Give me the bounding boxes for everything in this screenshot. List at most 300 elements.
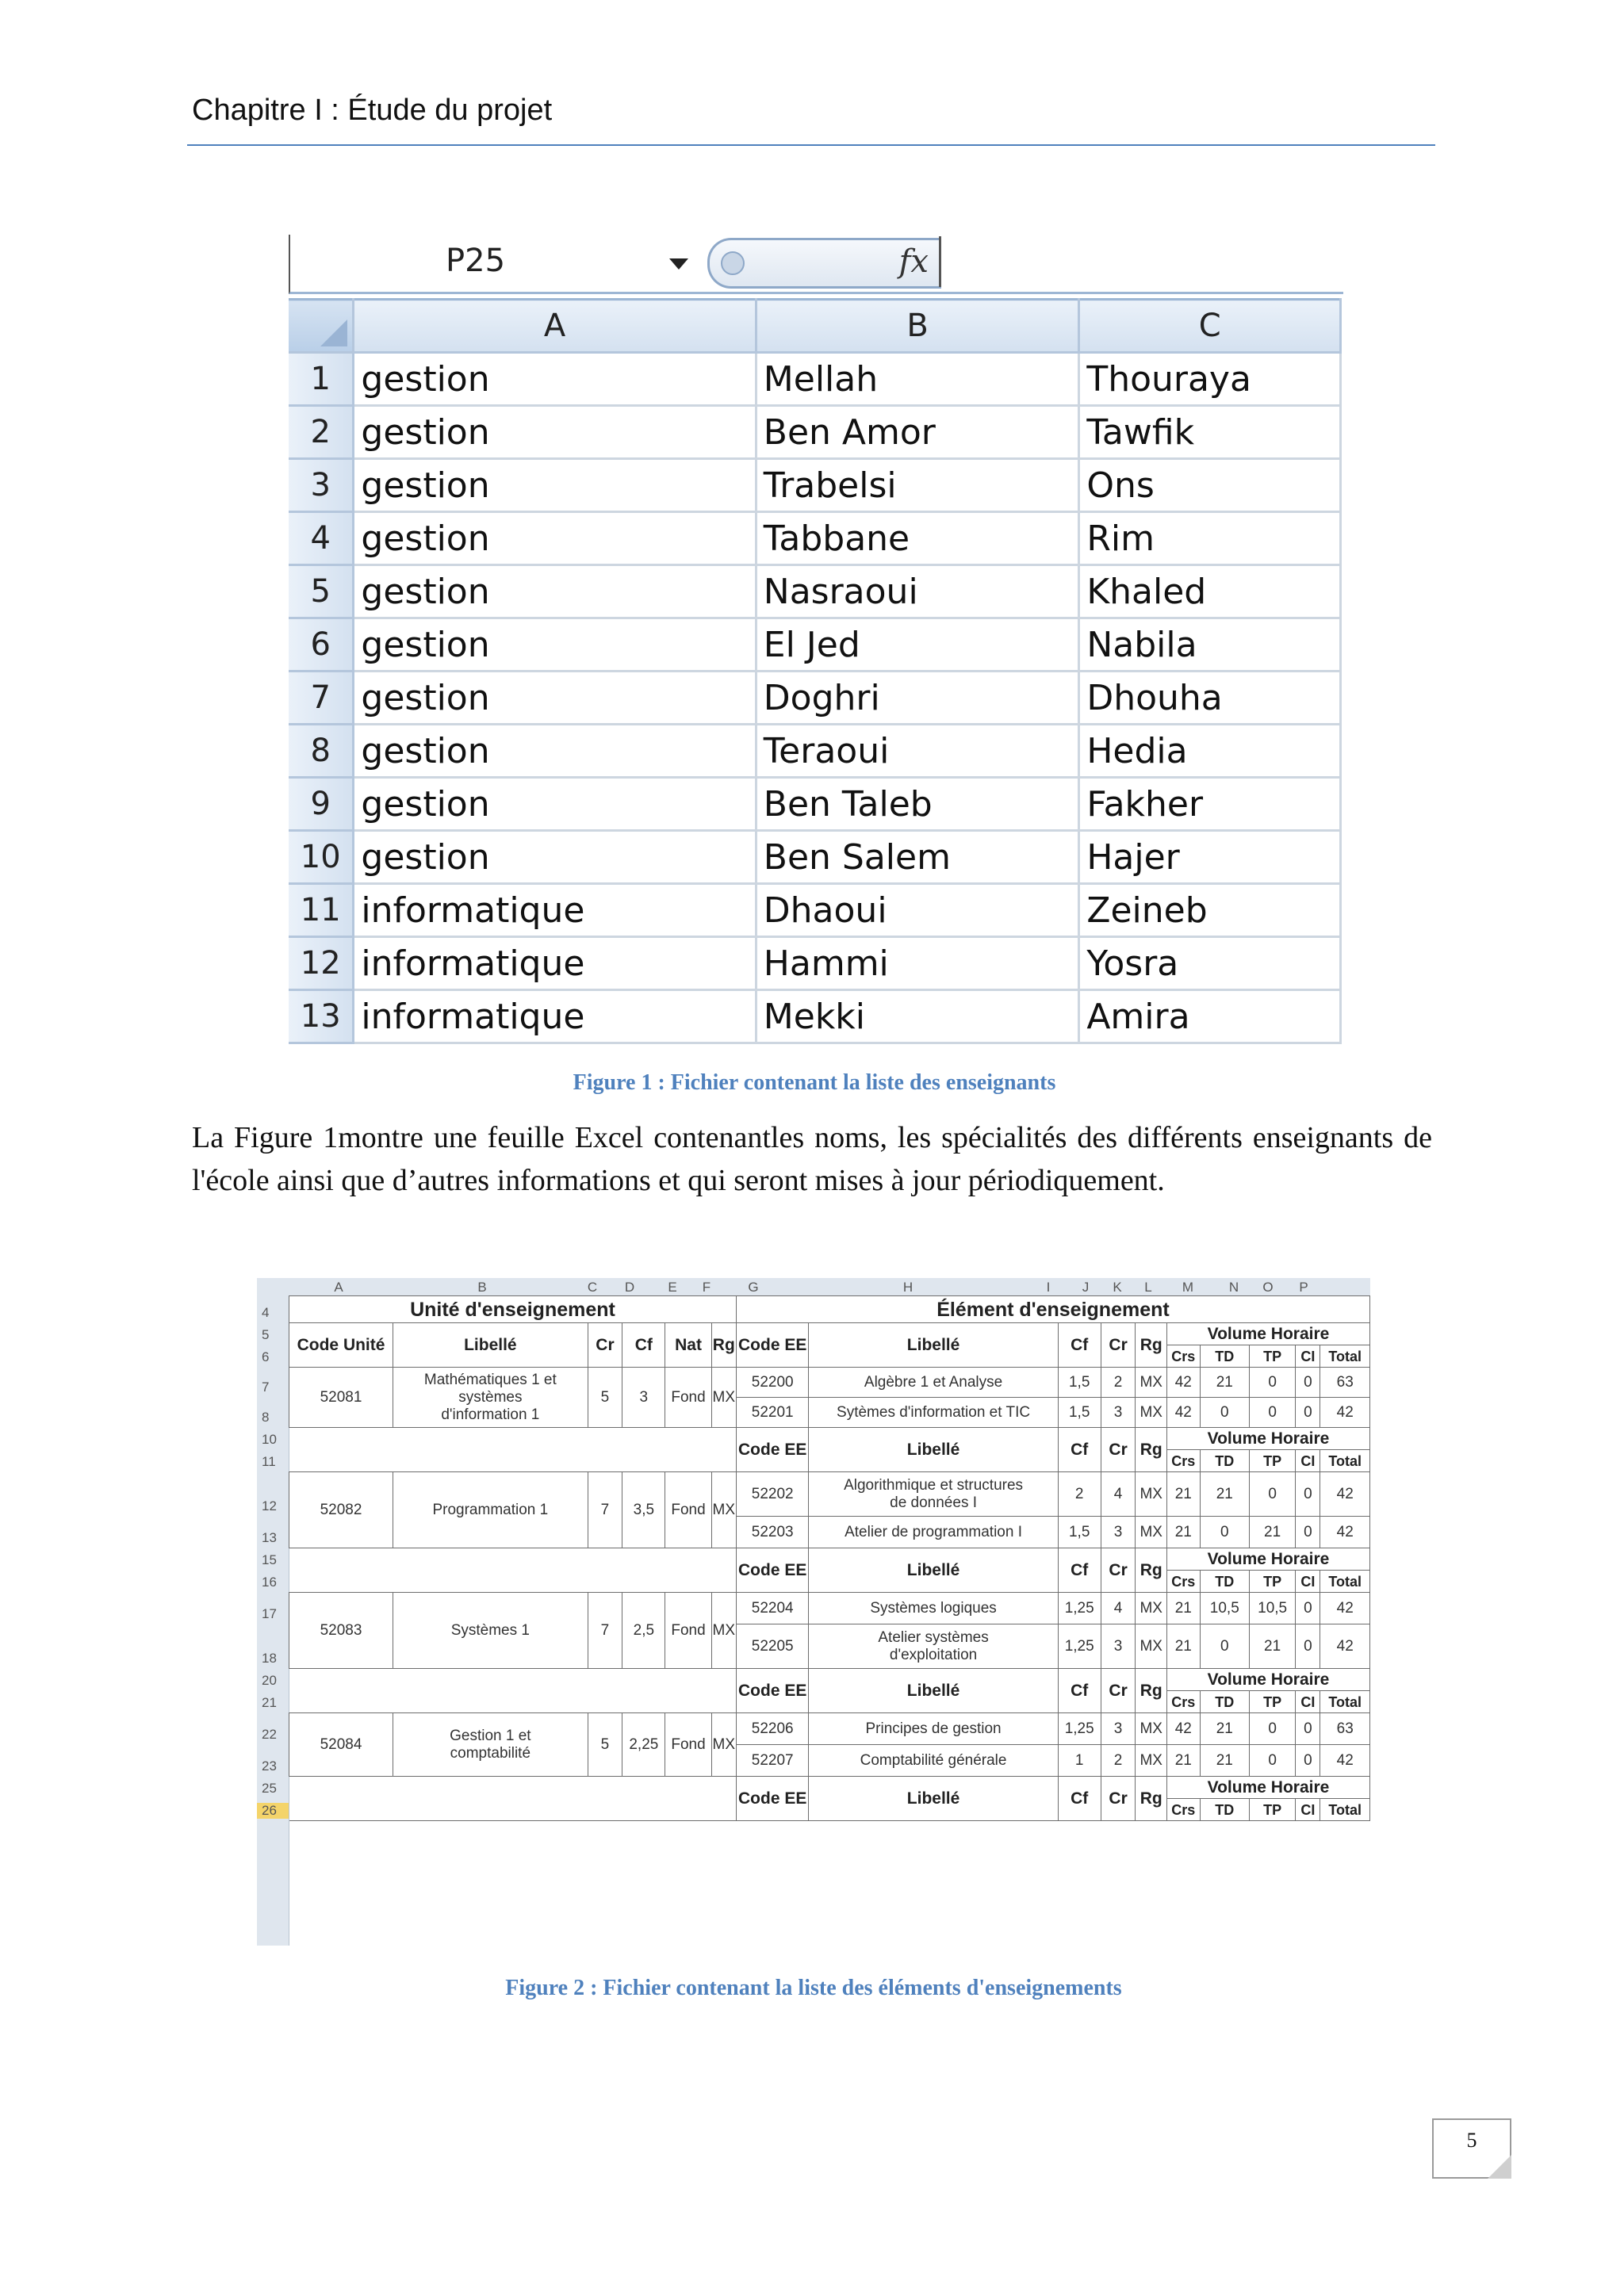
element-cr[interactable]: 2 [1101, 1368, 1136, 1398]
header-td: TD [1200, 1571, 1249, 1593]
unit-rg[interactable]: MX [711, 1368, 736, 1428]
cell-nom[interactable]: El Jed [756, 618, 1079, 672]
header-libelle: Libellé [809, 1669, 1058, 1713]
row-number[interactable]: 26 [257, 1803, 289, 1819]
header-tp: TP [1250, 1571, 1296, 1593]
column-letter[interactable]: H [902, 1280, 914, 1295]
row-number[interactable]: 5 [262, 1327, 270, 1342]
course-table [289, 1295, 1370, 1821]
unit-cr[interactable]: 5 [588, 1713, 622, 1777]
header-cr: Cr [1101, 1548, 1136, 1593]
header-libelle: Libellé [809, 1428, 1058, 1472]
row-header[interactable]: 13 [289, 990, 354, 1043]
row-number[interactable]: 15 [262, 1552, 277, 1567]
element-ci[interactable]: 0 [1296, 1368, 1320, 1398]
row-number[interactable]: 21 [262, 1695, 277, 1710]
element-ci[interactable]: 0 [1296, 1472, 1320, 1517]
unit-cf[interactable]: 2,25 [622, 1713, 665, 1777]
cell-nom[interactable]: Ben Salem [756, 831, 1079, 884]
formula-bar [289, 235, 1343, 294]
column-header-c[interactable]: C [1079, 300, 1341, 353]
header-tp: TP [1250, 1345, 1296, 1368]
header-code-ee: Code EE [736, 1777, 809, 1821]
row-header[interactable]: 12 [289, 937, 354, 990]
sheet-row [289, 990, 1341, 1043]
header-cf: Cf [1058, 1548, 1101, 1593]
column-header-row [289, 1777, 1370, 1799]
element-td[interactable]: 10,5 [1200, 1593, 1249, 1624]
header-volume-horaire: Volume Horaire [1166, 1669, 1369, 1691]
header-code-ee: Code EE [736, 1548, 809, 1593]
element-tp[interactable]: 0 [1250, 1472, 1296, 1517]
header-code-unite: Code Unité [289, 1323, 393, 1368]
element-total[interactable]: 42 [1320, 1624, 1370, 1669]
row-number[interactable]: 7 [262, 1380, 270, 1395]
element-ci[interactable]: 0 [1296, 1593, 1320, 1624]
element-crs[interactable]: 42 [1166, 1368, 1200, 1398]
unit-code[interactable]: 52083 [289, 1593, 393, 1669]
row-number[interactable]: 25 [262, 1781, 277, 1796]
element-total[interactable]: 42 [1320, 1745, 1370, 1777]
header-cr: Cr [1101, 1323, 1136, 1368]
element-cr[interactable]: 4 [1101, 1472, 1136, 1517]
element-td[interactable]: 21 [1200, 1713, 1249, 1745]
element-cr[interactable]: 3 [1101, 1517, 1136, 1548]
cell-prenom[interactable]: Yosra [1079, 937, 1341, 990]
element-total[interactable]: 63 [1320, 1713, 1370, 1745]
column-letter[interactable]: E [668, 1280, 677, 1295]
row-header[interactable]: 3 [289, 459, 354, 512]
element-tp[interactable]: 0 [1250, 1713, 1296, 1745]
element-tp[interactable]: 0 [1250, 1398, 1296, 1428]
element-libelle[interactable]: Comptabilité générale [809, 1745, 1058, 1777]
unit-code[interactable]: 52081 [289, 1368, 393, 1428]
row-number[interactable]: 16 [262, 1575, 277, 1590]
row-number[interactable]: 17 [262, 1606, 277, 1621]
row-number[interactable]: 11 [262, 1454, 276, 1469]
unit-cr[interactable]: 7 [588, 1593, 622, 1669]
element-crs[interactable]: 21 [1166, 1517, 1200, 1548]
sheet-row [289, 725, 1341, 778]
header-volume-horaire: Volume Horaire [1166, 1777, 1369, 1799]
column-letter[interactable]: J [1082, 1280, 1090, 1295]
header-td: TD [1200, 1691, 1249, 1713]
header-crs: Crs [1166, 1691, 1200, 1713]
column-header-row [289, 1548, 1370, 1571]
cell-prenom[interactable]: Thouraya [1079, 353, 1341, 406]
header-total: Total [1320, 1691, 1370, 1713]
section-title-ee: Élément d'enseignement [736, 1296, 1369, 1323]
sheet-row [289, 512, 1341, 565]
element-td[interactable]: 0 [1200, 1398, 1249, 1428]
header-code-ee: Code EE [736, 1428, 809, 1472]
cell-nom[interactable]: Teraoui [756, 725, 1079, 778]
element-cf[interactable]: 1,5 [1058, 1368, 1101, 1398]
element-crs[interactable]: 21 [1166, 1472, 1200, 1517]
section-title-ue: Unité d'enseignement [289, 1296, 737, 1323]
cell-prenom[interactable]: Khaled [1079, 565, 1341, 618]
column-letter[interactable]: P [1299, 1280, 1308, 1295]
unit-libelle[interactable]: Systèmes 1 [393, 1593, 588, 1669]
cell-prenom[interactable]: Amira [1079, 990, 1341, 1043]
element-tp[interactable]: 0 [1250, 1368, 1296, 1398]
element-td[interactable]: 21 [1200, 1745, 1249, 1777]
header-crs: Crs [1166, 1450, 1200, 1472]
element-code[interactable]: 52205 [736, 1624, 809, 1669]
header-libelle: Libellé [809, 1548, 1058, 1593]
header-rg: Rg [1136, 1777, 1167, 1821]
unit-cr[interactable]: 5 [588, 1368, 622, 1428]
element-cf[interactable]: 1,25 [1058, 1593, 1101, 1624]
unit-nat[interactable]: Fond [665, 1472, 711, 1548]
header-cr: Cr [1101, 1669, 1136, 1713]
header-total: Total [1320, 1799, 1370, 1821]
header-crs: Crs [1166, 1799, 1200, 1821]
header-ci: CI [1296, 1345, 1320, 1368]
header-ci: CI [1296, 1571, 1320, 1593]
element-rg[interactable]: MX [1136, 1624, 1167, 1669]
figure-2-spreadsheet [257, 1278, 1370, 1946]
cell-specialite[interactable]: gestion [354, 512, 756, 565]
header-ci: CI [1296, 1450, 1320, 1472]
element-cf[interactable]: 1,5 [1058, 1398, 1101, 1428]
column-letter[interactable]: K [1113, 1280, 1122, 1295]
unit-libelle[interactable]: Mathématiques 1 et systèmes d'information 1 [393, 1368, 588, 1428]
row-header[interactable]: 7 [289, 672, 354, 725]
element-cr[interactable]: 4 [1101, 1593, 1136, 1624]
cell-prenom[interactable]: Hedia [1079, 725, 1341, 778]
row-header[interactable]: 1 [289, 353, 354, 406]
header-rg: Rg [1136, 1548, 1167, 1593]
element-rg[interactable]: MX [1136, 1398, 1167, 1428]
formula-knob-icon [721, 251, 745, 275]
element-ci[interactable]: 0 [1296, 1398, 1320, 1428]
cell-nom[interactable]: Nasraoui [756, 565, 1079, 618]
cell-specialite[interactable]: gestion [354, 353, 756, 406]
element-rg[interactable]: MX [1136, 1517, 1167, 1548]
cell-nom[interactable]: Hammi [756, 937, 1079, 990]
header-cr: Cr [1101, 1777, 1136, 1821]
sheet-row [289, 937, 1341, 990]
element-cf[interactable]: 1 [1058, 1745, 1101, 1777]
header-nat: Nat [665, 1323, 711, 1368]
element-crs[interactable]: 21 [1166, 1624, 1200, 1669]
header-crs: Crs [1166, 1345, 1200, 1368]
row-number[interactable]: 4 [262, 1305, 270, 1320]
formula-separator [939, 236, 941, 287]
element-ci[interactable]: 0 [1296, 1624, 1320, 1669]
element-ci[interactable]: 0 [1296, 1517, 1320, 1548]
empty-cell [289, 1548, 737, 1593]
header-td: TD [1200, 1450, 1249, 1472]
element-tp[interactable]: 21 [1250, 1517, 1296, 1548]
row-number[interactable]: 20 [262, 1673, 277, 1688]
element-cr[interactable]: 2 [1101, 1745, 1136, 1777]
element-total[interactable]: 42 [1320, 1398, 1370, 1428]
element-rg[interactable]: MX [1136, 1368, 1167, 1398]
figure-2-caption: Figure 2 : Fichier contenant la liste des éléments d'enseignements [505, 1976, 1122, 2000]
element-crs[interactable]: 42 [1166, 1398, 1200, 1428]
section-header-row [289, 1296, 1370, 1323]
header-volume-horaire: Volume Horaire [1166, 1428, 1369, 1450]
row-number[interactable]: 13 [262, 1530, 277, 1545]
element-libelle[interactable]: Algorithmique et structures de données I [809, 1472, 1058, 1517]
sheet-grid [289, 298, 1342, 1044]
unit-code[interactable]: 52084 [289, 1713, 393, 1777]
table-row [289, 1472, 1370, 1517]
element-ci[interactable]: 0 [1296, 1713, 1320, 1745]
cell-nom[interactable]: Tabbane [756, 512, 1079, 565]
sheet-row [289, 778, 1341, 831]
header-crs: Crs [1166, 1571, 1200, 1593]
header-cr: Cr [588, 1323, 622, 1368]
cell-specialite[interactable]: gestion [354, 618, 756, 672]
element-tp[interactable]: 10,5 [1250, 1593, 1296, 1624]
column-letter[interactable]: C [587, 1280, 598, 1295]
row-number[interactable]: 12 [262, 1498, 277, 1513]
header-ci: CI [1296, 1799, 1320, 1821]
name-box-dropdown-icon[interactable] [669, 258, 688, 270]
element-rg[interactable]: MX [1136, 1593, 1167, 1624]
cell-nom[interactable]: Trabelsi [756, 459, 1079, 512]
cell-nom[interactable]: Ben Taleb [756, 778, 1079, 831]
element-libelle[interactable]: Algèbre 1 et Analyse [809, 1368, 1058, 1398]
header-td: TD [1200, 1799, 1249, 1821]
header-tp: TP [1250, 1691, 1296, 1713]
cell-prenom[interactable]: Ons [1079, 459, 1341, 512]
element-code[interactable]: 52202 [736, 1472, 809, 1517]
cell-specialite[interactable]: gestion [354, 406, 756, 459]
cell-nom[interactable]: Doghri [756, 672, 1079, 725]
row-number[interactable]: 23 [262, 1758, 277, 1774]
element-code[interactable]: 52203 [736, 1517, 809, 1548]
header-td: TD [1200, 1345, 1249, 1368]
cell-specialite[interactable]: gestion [354, 672, 756, 725]
unit-libelle[interactable]: Programmation 1 [393, 1472, 588, 1548]
header-libelle: Libellé [393, 1323, 588, 1368]
row-number[interactable]: 22 [262, 1727, 277, 1742]
element-rg[interactable]: MX [1136, 1745, 1167, 1777]
row-number[interactable]: 8 [262, 1410, 270, 1425]
figure-1-caption: Figure 1 : Fichier contenant la liste des enseignants [573, 1070, 1056, 1095]
row-header[interactable]: 4 [289, 512, 354, 565]
table-row [289, 1713, 1370, 1745]
element-total[interactable]: 42 [1320, 1517, 1370, 1548]
column-letter[interactable]: G [748, 1280, 759, 1295]
header-libelle: Libellé [809, 1323, 1058, 1368]
element-td[interactable]: 21 [1200, 1472, 1249, 1517]
column-letter[interactable]: B [477, 1280, 487, 1295]
header-rg: Rg [1136, 1428, 1167, 1472]
cell-nom[interactable]: Mekki [756, 990, 1079, 1043]
header-cf: Cf [622, 1323, 665, 1368]
header-cf: Cf [1058, 1777, 1101, 1821]
header-code-ee: Code EE [736, 1323, 809, 1368]
element-crs[interactable]: 42 [1166, 1713, 1200, 1745]
element-cr[interactable]: 3 [1101, 1713, 1136, 1745]
header-tp: TP [1250, 1799, 1296, 1821]
body-paragraph: La Figure 1montre une feuille Excel contenantles noms, les spécialités des différents enseignants de l'école ainsi que d’autres informations et qui seront mises à jour périodiquement. [192, 1121, 1432, 1197]
element-libelle[interactable]: Principes de gestion [809, 1713, 1058, 1745]
page-number-box [1432, 2118, 1511, 2179]
cell-prenom[interactable]: Dhouha [1079, 672, 1341, 725]
unit-rg[interactable]: MX [711, 1593, 736, 1669]
element-code[interactable]: 52201 [736, 1398, 809, 1428]
cell-prenom[interactable]: Nabila [1079, 618, 1341, 672]
element-td[interactable]: 0 [1200, 1517, 1249, 1548]
sheet-row [289, 353, 1341, 406]
cell-specialite[interactable]: gestion [354, 565, 756, 618]
column-letter[interactable]: N [1228, 1280, 1239, 1295]
sheet-row [289, 672, 1341, 725]
cell-specialite[interactable]: informatique [354, 990, 756, 1043]
column-header-strip [257, 1278, 1370, 1296]
sheet-row [289, 831, 1341, 884]
row-number[interactable]: 6 [262, 1349, 270, 1364]
row-header[interactable]: 6 [289, 618, 354, 672]
row-number[interactable]: 18 [262, 1651, 277, 1666]
element-total[interactable]: 63 [1320, 1368, 1370, 1398]
unit-rg[interactable]: MX [711, 1472, 736, 1548]
cell-specialite[interactable]: gestion [354, 778, 756, 831]
table-row [289, 1593, 1370, 1624]
element-code[interactable]: 52204 [736, 1593, 809, 1624]
row-header[interactable]: 5 [289, 565, 354, 618]
element-td[interactable]: 0 [1200, 1624, 1249, 1669]
sheet-row [289, 459, 1341, 512]
cell-specialite[interactable]: gestion [354, 459, 756, 512]
cell-nom[interactable]: Ben Amor [756, 406, 1079, 459]
cell-specialite[interactable]: gestion [354, 831, 756, 884]
element-total[interactable]: 42 [1320, 1593, 1370, 1624]
element-cr[interactable]: 3 [1101, 1624, 1136, 1669]
unit-nat[interactable]: Fond [665, 1368, 711, 1428]
header-cf: Cf [1058, 1323, 1101, 1368]
empty-cell [289, 1777, 737, 1821]
page-number: 5 [1466, 2129, 1477, 2152]
element-rg[interactable]: MX [1136, 1713, 1167, 1745]
row-number[interactable]: 10 [262, 1432, 277, 1447]
figure-1-spreadsheet [287, 235, 1342, 1037]
name-box[interactable]: P25 [446, 243, 506, 279]
cell-prenom[interactable]: Tawfik [1079, 406, 1341, 459]
row-header[interactable]: 10 [289, 831, 354, 884]
header-rg: Rg [1136, 1669, 1167, 1713]
element-cf[interactable]: 1,25 [1058, 1624, 1101, 1669]
cell-prenom[interactable]: Zeineb [1079, 884, 1341, 937]
column-letter[interactable]: O [1262, 1280, 1274, 1295]
element-code[interactable]: 52207 [736, 1745, 809, 1777]
empty-cell [289, 1428, 737, 1472]
element-libelle[interactable]: Sytèmes d'information et TIC [809, 1398, 1058, 1428]
element-total[interactable]: 42 [1320, 1472, 1370, 1517]
column-header-row [289, 1323, 1370, 1345]
element-crs[interactable]: 21 [1166, 1745, 1200, 1777]
cell-nom[interactable]: Mellah [756, 353, 1079, 406]
header-tp: TP [1250, 1450, 1296, 1472]
unit-cf[interactable]: 3 [622, 1368, 665, 1428]
cell-prenom[interactable]: Rim [1079, 512, 1341, 565]
unit-nat[interactable]: Fond [665, 1713, 711, 1777]
row-header[interactable]: 9 [289, 778, 354, 831]
column-letter[interactable]: L [1144, 1280, 1152, 1295]
unit-libelle[interactable]: Gestion 1 et comptabilité [393, 1713, 588, 1777]
header-libelle: Libellé [809, 1777, 1058, 1821]
row-header[interactable]: 8 [289, 725, 354, 778]
element-tp[interactable]: 21 [1250, 1624, 1296, 1669]
cell-nom[interactable]: Dhaoui [756, 884, 1079, 937]
element-cf[interactable]: 1,5 [1058, 1517, 1101, 1548]
column-header-b[interactable]: B [756, 300, 1079, 353]
header-total: Total [1320, 1571, 1370, 1593]
unit-cr[interactable]: 7 [588, 1472, 622, 1548]
element-code[interactable]: 52206 [736, 1713, 809, 1745]
header-volume-horaire: Volume Horaire [1166, 1548, 1369, 1571]
element-cf[interactable]: 2 [1058, 1472, 1101, 1517]
column-letter[interactable]: D [624, 1280, 635, 1295]
element-tp[interactable]: 0 [1250, 1745, 1296, 1777]
column-letter[interactable]: I [1046, 1280, 1051, 1295]
unit-rg[interactable]: MX [711, 1713, 736, 1777]
sheet-row [289, 884, 1341, 937]
element-rg[interactable]: MX [1136, 1472, 1167, 1517]
element-ci[interactable]: 0 [1296, 1745, 1320, 1777]
element-crs[interactable]: 21 [1166, 1593, 1200, 1624]
formula-button[interactable] [707, 238, 941, 289]
row-number-strip [257, 1295, 289, 1946]
column-header-a[interactable]: A [354, 300, 756, 353]
header-code-ee: Code EE [736, 1669, 809, 1713]
column-letter[interactable]: M [1182, 1280, 1194, 1295]
cell-specialite[interactable]: gestion [354, 725, 756, 778]
element-libelle[interactable]: Systèmes logiques [809, 1593, 1058, 1624]
empty-cell [289, 1669, 737, 1713]
column-letter[interactable]: F [702, 1280, 711, 1295]
table-row [289, 1368, 1370, 1398]
cell-specialite[interactable]: informatique [354, 937, 756, 990]
element-libelle[interactable]: Atelier de programmation I [809, 1517, 1058, 1548]
cell-prenom[interactable]: Hajer [1079, 831, 1341, 884]
page-header-title: Chapitre I : Étude du projet [192, 94, 553, 127]
sheet-row [289, 565, 1341, 618]
column-header-row [289, 1669, 1370, 1691]
header-rule [187, 144, 1435, 146]
header-total: Total [1320, 1450, 1370, 1472]
row-header[interactable]: 11 [289, 884, 354, 937]
header-cf: Cf [1058, 1428, 1101, 1472]
header-rg: Rg [711, 1323, 736, 1368]
fx-icon[interactable]: fx [898, 243, 929, 280]
element-cf[interactable]: 1,25 [1058, 1713, 1101, 1745]
unit-cf[interactable]: 2,5 [622, 1593, 665, 1669]
header-total: Total [1320, 1345, 1370, 1368]
column-letter[interactable]: A [334, 1280, 343, 1295]
element-td[interactable]: 21 [1200, 1368, 1249, 1398]
cell-prenom[interactable]: Fakher [1079, 778, 1341, 831]
cell-specialite[interactable]: informatique [354, 884, 756, 937]
sheet-row [289, 618, 1341, 672]
header-volume-horaire: Volume Horaire [1166, 1323, 1369, 1345]
unit-code[interactable]: 52082 [289, 1472, 393, 1548]
select-all-corner[interactable] [289, 300, 354, 353]
element-code[interactable]: 52200 [736, 1368, 809, 1398]
column-header-row [289, 1428, 1370, 1450]
element-libelle[interactable]: Atelier systèmes d'exploitation [809, 1624, 1058, 1669]
element-cr[interactable]: 3 [1101, 1398, 1136, 1428]
unit-nat[interactable]: Fond [665, 1593, 711, 1669]
unit-cf[interactable]: 3,5 [622, 1472, 665, 1548]
row-header[interactable]: 2 [289, 406, 354, 459]
